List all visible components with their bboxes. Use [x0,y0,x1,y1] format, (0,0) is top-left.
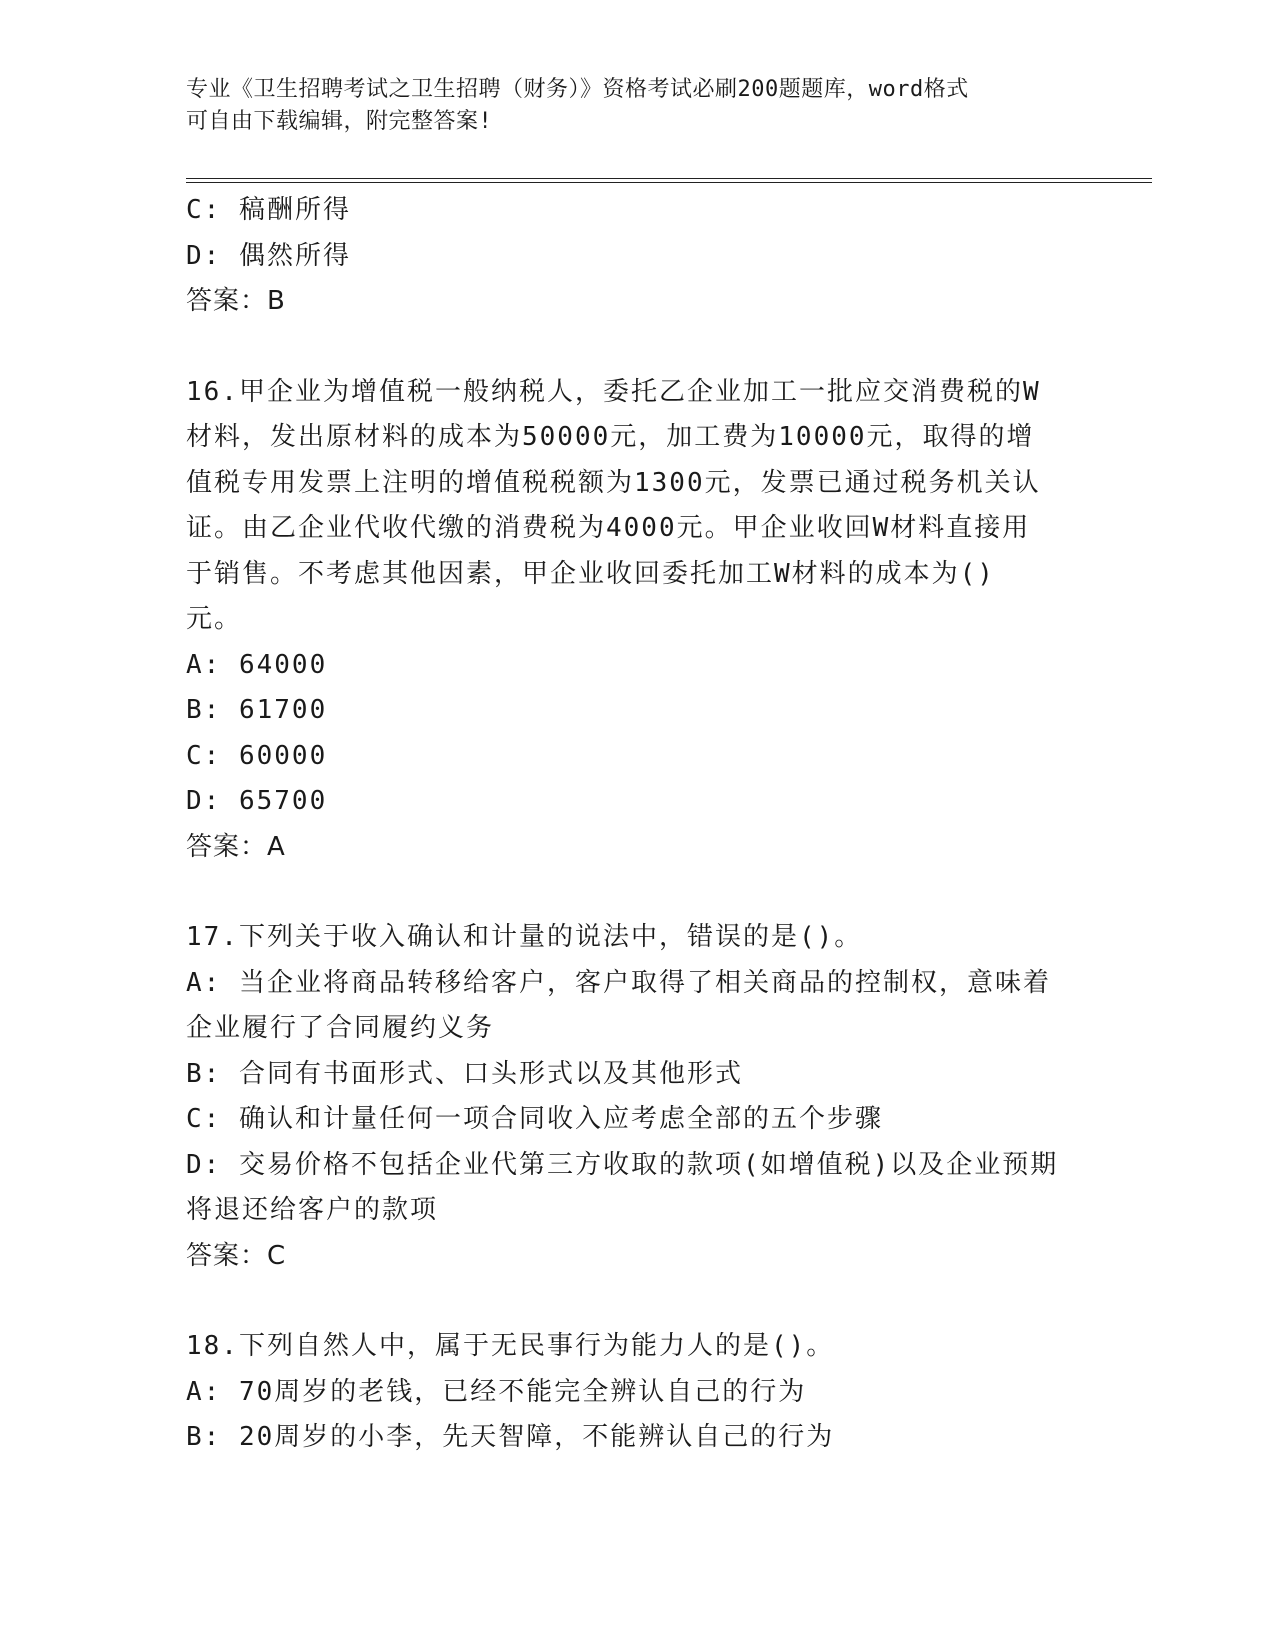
option-a: A: 70周岁的老钱，已经不能完全辨认自己的行为 [186,1376,807,1407]
document-header [186,74,1086,138]
question-stem-line: 证。由乙企业代收代缴的消费税为4000元。甲企业收回W材料直接用 [186,513,1031,543]
question-15-tail [186,188,1086,325]
question-17 [186,915,1086,1279]
question-stem: 17.下列关于收入确认和计量的说法中，错误的是()。 [186,922,863,952]
answer-line: 答案：A [186,831,286,862]
header-title-line-2: 可自由下载编辑，附完整答案! [186,109,493,134]
question-16 [186,370,1086,871]
document-body [186,188,1086,1461]
option-b: B: 61700 [186,695,328,725]
question-stem-line: 于销售。不考虑其他因素，甲企业收回委托加工W材料的成本为() [186,558,995,589]
question-stem-line: 元。 [186,604,243,634]
option-a-continued: 企业履行了合同履约义务 [186,1013,495,1043]
option-c: C: 稿酬所得 [186,195,351,225]
header-rule-top [186,178,1152,179]
option-a: A: 当企业将商品转移给客户，客户取得了相关商品的控制权，意味着 [186,967,1051,998]
answer-line: 答案：B [186,286,286,316]
option-d-continued: 将退还给客户的款项 [186,1195,439,1225]
question-18 [186,1324,1086,1461]
option-c: C: 确认和计量任何一项合同收入应考虑全部的五个步骤 [186,1104,883,1134]
spacer [186,870,1086,915]
question-stem-line: 值税专用发票上注明的增值税税额为1300元，发票已通过税务机关认 [186,467,1041,498]
option-c: C: 60000 [186,740,328,771]
header-rule-bottom [186,182,1152,183]
option-a: A: 64000 [186,649,328,680]
question-stem-line: 材料，发出原材料的成本为50000元，加工费为10000元，取得的增 [186,422,1035,452]
option-d: D: 65700 [186,786,328,816]
option-d: D: 偶然所得 [186,240,351,271]
answer-line: 答案：C [186,1240,287,1271]
question-stem: 18.下列自然人中，属于无民事行为能力人的是()。 [186,1331,835,1361]
header-title-line-1: 专业《卫生招聘考试之卫生招聘（财务）》资格考试必刷200题题库，word格式 [186,77,969,102]
spacer [186,1279,1086,1324]
option-b: B: 20周岁的小李，先天智障，不能辨认自己的行为 [186,1422,835,1452]
spacer [186,325,1086,370]
option-b: B: 合同有书面形式、口头形式以及其他形式 [186,1058,743,1089]
question-stem-line: 16.甲企业为增值税一般纳税人，委托乙企业加工一批应交消费税的W [186,376,1041,407]
option-d: D: 交易价格不包括企业代第三方收取的款项(如增值税)以及企业预期 [186,1149,1059,1180]
